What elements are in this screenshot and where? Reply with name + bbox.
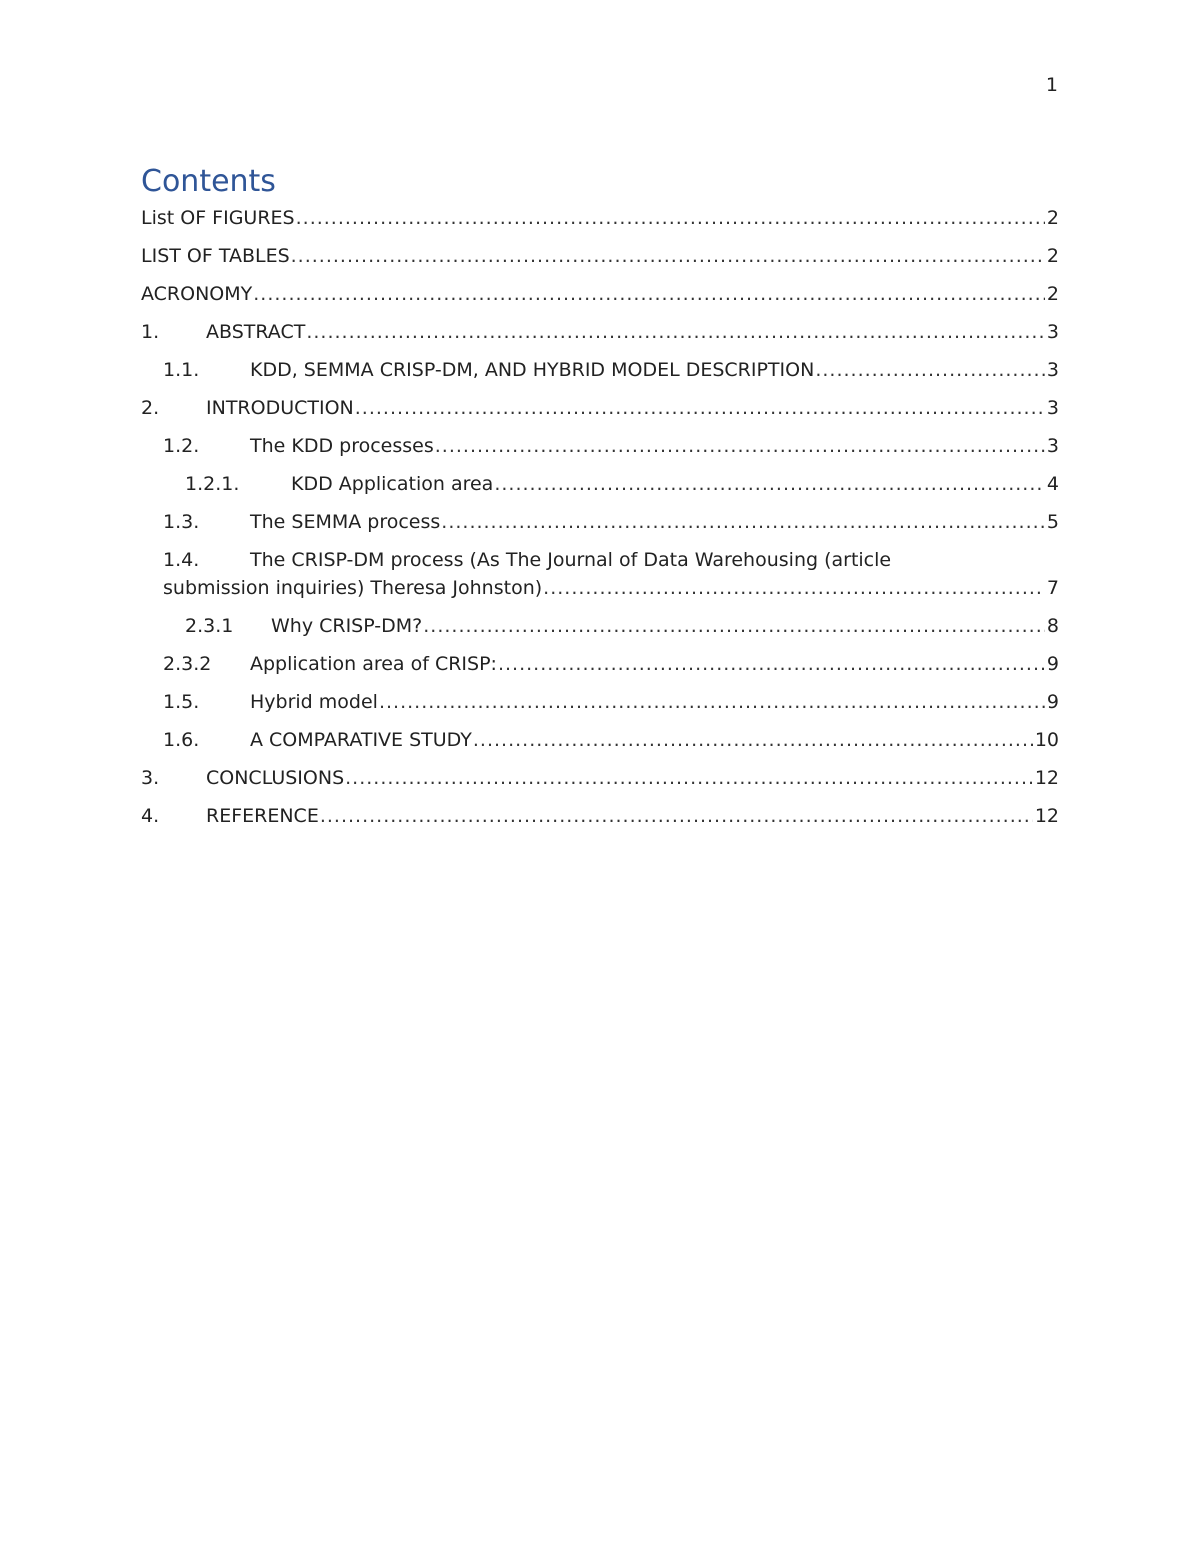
toc-entry-acronomy[interactable]	[141, 280, 1059, 318]
dot-leader	[296, 204, 1045, 232]
dot-leader	[498, 650, 1045, 678]
toc-entry-number: 1.5.	[163, 691, 200, 713]
toc-entry-page: 4	[1046, 473, 1059, 495]
toc-entry-kdd-processes[interactable]	[141, 432, 1059, 470]
toc-entry-hybrid-model[interactable]	[141, 688, 1059, 726]
toc-entry-label: INTRODUCTION	[206, 397, 354, 419]
toc-entry-abstract[interactable]	[141, 318, 1059, 356]
toc-entry-label: The CRISP-DM process (As The Journal of Data Warehousing (article	[250, 549, 892, 571]
toc-entry-label: LIST OF TABLES	[141, 245, 290, 267]
dot-leader	[379, 688, 1045, 716]
toc-title: Contents	[141, 164, 276, 199]
dot-leader	[345, 764, 1033, 792]
toc-entry-conclusions[interactable]	[141, 764, 1059, 802]
dot-leader	[473, 726, 1033, 754]
toc-entry-number: 1.6.	[163, 729, 200, 751]
toc-entry-number: 1.	[141, 321, 160, 343]
toc-entry-application-area-crisp[interactable]	[141, 650, 1059, 688]
dot-leader	[435, 432, 1045, 460]
toc-entry-label: Application area of CRISP:	[250, 653, 497, 675]
toc-entry-label: CONCLUSIONS	[206, 767, 345, 789]
toc-entry-comparative-study[interactable]	[141, 726, 1059, 764]
toc-entry-label: ABSTRACT	[206, 321, 306, 343]
toc-entry-page: 2	[1046, 207, 1059, 229]
toc-entry-label: KDD Application area	[291, 473, 494, 495]
toc-entry-reference[interactable]	[141, 802, 1059, 840]
toc-entry-list-of-figures[interactable]	[141, 204, 1059, 242]
toc-entry-page: 9	[1046, 653, 1059, 675]
dot-leader	[355, 394, 1045, 422]
toc-entry-page: 2	[1046, 283, 1059, 305]
toc-entry-label: The SEMMA process	[250, 511, 441, 533]
toc-entry-label: Why CRISP-DM?	[271, 615, 423, 637]
toc-entry-number: 1.1.	[163, 359, 200, 381]
dot-leader	[543, 574, 1045, 602]
toc-entry-introduction[interactable]	[141, 394, 1059, 432]
dot-leader	[815, 356, 1045, 384]
toc-entry-page: 2	[1046, 245, 1059, 267]
toc-entry-label: A COMPARATIVE STUDY	[250, 729, 472, 751]
toc-entry-page: 3	[1046, 359, 1059, 381]
toc-entry-crisp-dm-process[interactable]	[141, 546, 1059, 612]
toc-entry-page: 3	[1046, 397, 1059, 419]
toc-entry-page: 3	[1046, 321, 1059, 343]
dot-leader	[423, 612, 1045, 640]
toc-entry-label: Hybrid model	[250, 691, 378, 713]
toc-entry-number: 1.4.	[163, 549, 200, 571]
toc-entry-list-of-tables[interactable]	[141, 242, 1059, 280]
toc-entry-number: 2.	[141, 397, 160, 419]
dot-leader	[253, 280, 1045, 308]
toc-entry-number: 4.	[141, 805, 160, 827]
toc-entry-number: 1.3.	[163, 511, 200, 533]
toc-entry-page: 9	[1046, 691, 1059, 713]
dot-leader	[291, 242, 1045, 270]
toc-entry-page: 8	[1046, 615, 1059, 637]
toc-entry-page: 12	[1034, 805, 1059, 827]
toc-entry-page: 3	[1046, 435, 1059, 457]
toc-entry-number: 2.3.1	[185, 615, 234, 637]
toc-entry-label: REFERENCE	[206, 805, 319, 827]
dot-leader	[320, 802, 1033, 830]
toc-entry-number: 1.2.	[163, 435, 200, 457]
table-of-contents	[141, 204, 1059, 840]
toc-entry-number: 1.2.1.	[185, 473, 240, 495]
toc-entry-label: ACRONOMY	[141, 283, 253, 305]
toc-entry-model-description[interactable]	[141, 356, 1059, 394]
toc-entry-page: 10	[1034, 729, 1059, 751]
toc-entry-label: The KDD processes	[250, 435, 434, 457]
page-number: 1	[1045, 74, 1058, 96]
toc-entry-label: KDD, SEMMA CRISP-DM, AND HYBRID MODEL DESCRIPTION	[250, 359, 815, 381]
toc-entry-why-crisp-dm[interactable]	[141, 612, 1059, 650]
toc-entry-label-continued: submission inquiries) Theresa Johnston)	[163, 577, 543, 599]
toc-entry-page: 12	[1034, 767, 1059, 789]
toc-entry-page: 7	[1046, 577, 1059, 599]
toc-entry-kdd-application-area[interactable]	[141, 470, 1059, 508]
toc-entry-number: 3.	[141, 767, 160, 789]
toc-entry-number: 2.3.2	[163, 653, 212, 675]
dot-leader	[441, 508, 1045, 536]
dot-leader	[306, 318, 1045, 346]
toc-entry-label: List OF FIGURES	[141, 207, 295, 229]
toc-entry-semma-process[interactable]	[141, 508, 1059, 546]
dot-leader	[494, 470, 1045, 498]
toc-entry-page: 5	[1046, 511, 1059, 533]
